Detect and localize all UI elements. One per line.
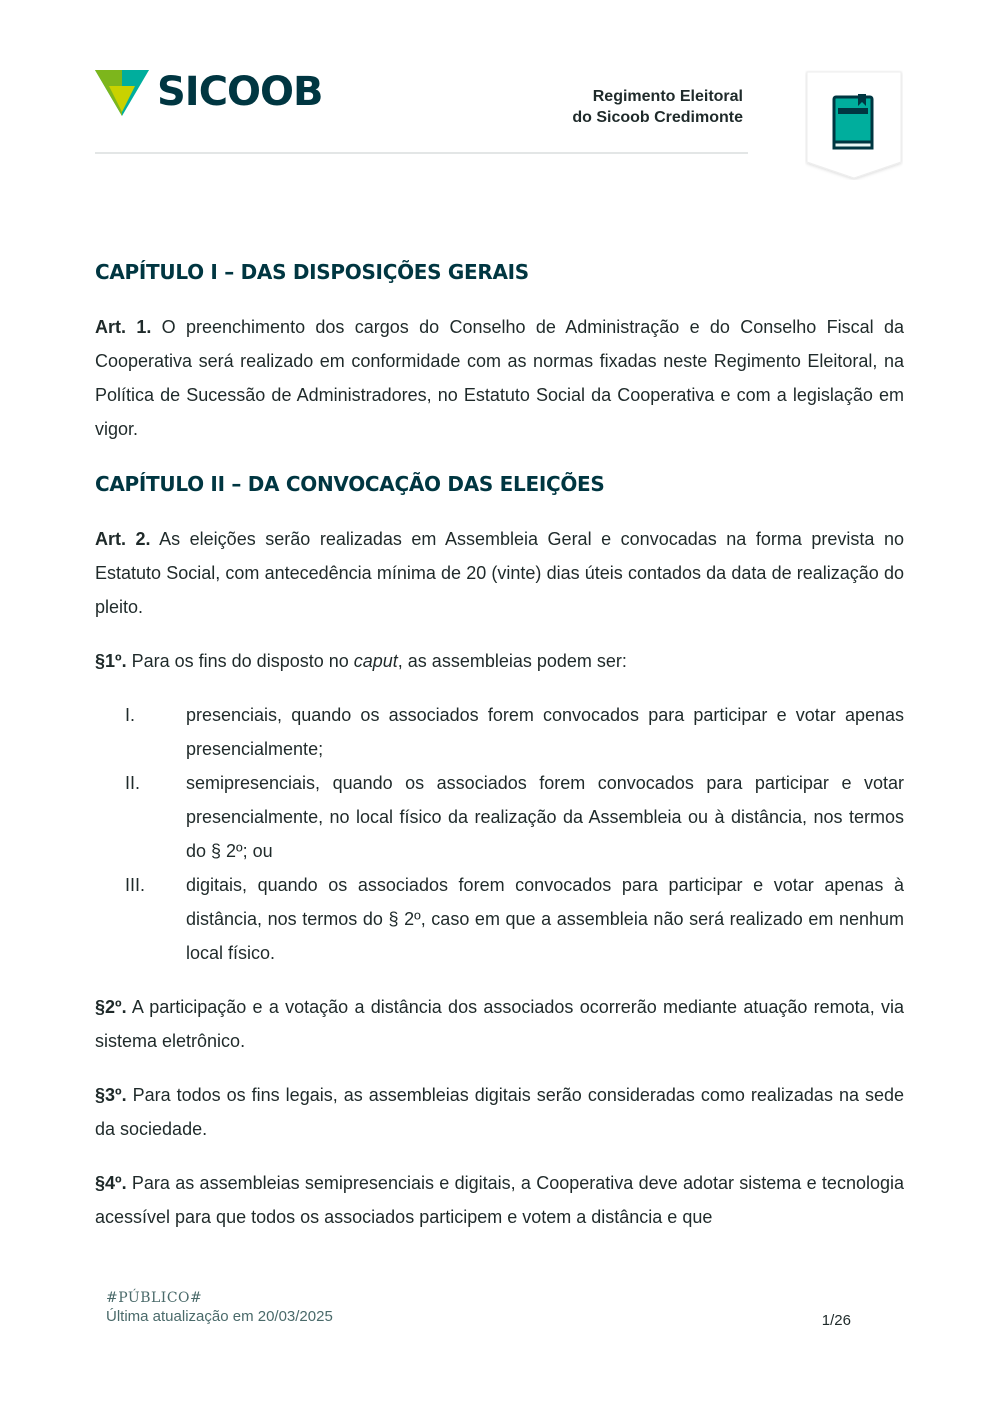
paragraph-3-label: §3º.	[95, 1085, 127, 1105]
list-item	[95, 868, 904, 970]
paragraph-3-text: Para todos os fins legais, as assembleias digitais serão consideradas como realizadas na sede da sociedade.	[95, 1085, 904, 1139]
list-item-number: I.	[125, 705, 136, 725]
article-2-text: As eleições serão realizadas em Assembleia Geral e convocadas na forma prevista no Estatuto Social, com antecedência mínima de 20 (vinte) dias úteis contados da data de realização do pleito.	[95, 529, 904, 617]
chapter-1-title: CAPÍTULO I – DAS DISPOSIÇÕES GERAIS	[95, 260, 529, 284]
list-item-text: digitais, quando os associados forem convocados para participar e votar apenas à distância, nos termos do § 2º, caso em que a assembleia não será realizado em nenhum local físico.	[186, 875, 904, 963]
last-updated: Última atualização em 20/03/2025	[106, 1308, 333, 1325]
paragraph-2-label: §2º.	[95, 997, 127, 1017]
classification-label: #PÚBLICO#	[106, 1290, 203, 1306]
logo-text: SICOOB	[157, 69, 323, 115]
article-2	[95, 522, 904, 624]
list-item-text: presenciais, quando os associados forem convocados para participar e votar apenas presencialmente;	[186, 705, 904, 759]
list-item-number: II.	[125, 773, 141, 793]
list-item-text: semipresenciais, quando os associados forem convocados para participar e votar presencialmente, no local físico da realização da Assembleia ou à distância, nos termos do § 2º; ou	[186, 773, 904, 861]
paragraph-1-text-after: , as assembleias podem ser:	[397, 651, 627, 671]
sicoob-logo	[95, 68, 323, 116]
assembly-types-list	[95, 698, 904, 970]
book-badge	[805, 70, 903, 180]
article-1-label: Art. 1.	[95, 317, 152, 337]
document-title-line1: Regimento Eleitoral	[592, 88, 743, 105]
document-body	[95, 258, 904, 1234]
chapter-2-title: CAPÍTULO II – DA CONVOCAÇÃO DAS ELEIÇÕES	[95, 472, 605, 496]
article-1-text: O preenchimento dos cargos do Conselho de Administração e do Conselho Fiscal da Cooperativa será realizado em conformidade com as normas fixadas neste Regimento Eleitoral, na Política de Sucessão de Administradores, no Estatuto Social da Cooperativa e com a legislação em vigor.	[95, 317, 904, 439]
list-item-number: III.	[125, 875, 146, 895]
article-2-label: Art. 2.	[95, 529, 151, 549]
paragraph-4-label: §4º.	[95, 1173, 127, 1193]
paragraph-1	[95, 644, 904, 678]
page-number: 1/26	[821, 1312, 851, 1329]
paragraph-1-text-before: Para os fins do disposto no	[126, 651, 354, 671]
paragraph-1-label: §1º.	[95, 651, 127, 671]
paragraph-3	[95, 1078, 904, 1146]
list-item	[95, 698, 904, 766]
page-footer	[106, 1290, 851, 1329]
document-title-line2: do Sicoob Credimonte	[572, 109, 743, 126]
document-title	[572, 86, 743, 128]
header-divider	[95, 152, 748, 154]
sicoob-logo-mark-icon	[95, 68, 149, 116]
page-header	[95, 66, 905, 186]
paragraph-2	[95, 990, 904, 1058]
list-item	[95, 766, 904, 868]
paragraph-2-text: A participação e a votação a distância dos associados ocorrerão mediante atuação remota, via sistema eletrônico.	[95, 997, 904, 1051]
paragraph-1-text-italic: caput	[353, 651, 398, 671]
book-icon	[834, 94, 872, 148]
article-1	[95, 310, 904, 446]
paragraph-4-text: Para as assembleias semipresenciais e digitais, a Cooperativa deve adotar sistema e tecnologia acessível para que todos os associados participem e votem a distância e que	[95, 1173, 904, 1227]
paragraph-4	[95, 1166, 904, 1234]
